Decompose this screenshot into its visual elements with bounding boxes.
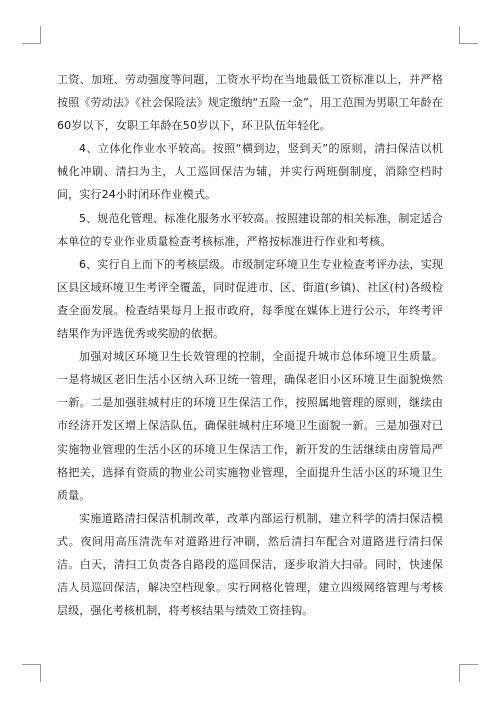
crop-mark-bottom-left — [40, 664, 41, 682]
crop-mark-top-left — [40, 26, 41, 44]
paragraph-item-6: 6、实行自上而下的考核层级。市级制定环境卫生专业检查考评办法，实现区县区域环境卫生考评全覆盖，同时促进市、区、街道(乡镇)、社区(村)各级检查全面发展。检查结果每月上报市政府，每季度在媒体上进行公示，年终考评结果作为评选优秀或奖励的依据。 — [57, 257, 443, 341]
crop-mark-top-right — [459, 26, 460, 44]
document-body — [57, 68, 443, 622]
crop-mark-bottom-right — [459, 664, 460, 682]
paragraph-city-management: 加强对城区环境卫生长效管理的控制，全面提升城市总体环境卫生质量。一是将城区老旧生活小区纳入环卫统一管理，确保老旧小区环境卫生面貌焕然一新。二是加强驻城村庄的环境卫生保洁工作，按照属地管理的原则，继续由市经济开发区增上保洁队伍，确保驻城村庄环境卫生面貌一新。三是加强对已实施物业管理的生活小区的环境卫生保洁工作，新开发的生活继续由房管局严格把关，选择有资质的物业公司实施物业管理，全面提升生活小区的环境卫生质量。 — [57, 350, 443, 502]
crop-mark-bottom-right — [460, 664, 478, 665]
crop-mark-top-right — [460, 43, 478, 44]
paragraph-item-4: 4、立体化作业水平较高。按照“横到边，竖到天”的原则，清扫保洁以机械化冲刷、清扫为主，人工巡回保洁为辅，并实行两班倒制度，消除空档时间，实行24小时闭环作业模式。 — [57, 142, 443, 202]
crop-mark-top-left — [22, 43, 40, 44]
crop-mark-bottom-left — [22, 664, 40, 665]
paragraph-road-cleaning: 实施道路清扫保洁机制改革，改革内部运行机制，建立科学的清扫保洁模式。夜间用高压清洗车对道路进行冲刷，然后清扫车配合对道路进行清扫保洁。白天，清扫工负责各自路段的巡回保洁，逐步取消大扫帚。同时，快速保洁人员巡回保洁，解决空档现象。实行网格化管理，建立四级网络管理与考核层级，强化考核机制，将考核结果与绩效工资挂钩。 — [57, 511, 443, 618]
paragraph-continued: 工资、加班、劳动强度等问题，工资水平均在当地最低工资标准以上，并严格按照《劳动法》《社会保险法》规定缴纳“五险一金”，用工范围为男职工年龄在60岁以下，女职工年龄在50岁以下，环卫队伍年轻化。 — [57, 73, 443, 133]
paragraph-item-5: 5、规范化管理、标准化服务水平较高。按照建设部的相关标准，制定适合本单位的专业作业质量检查考核标准，严格按标准进行作业和考核。 — [57, 211, 443, 248]
